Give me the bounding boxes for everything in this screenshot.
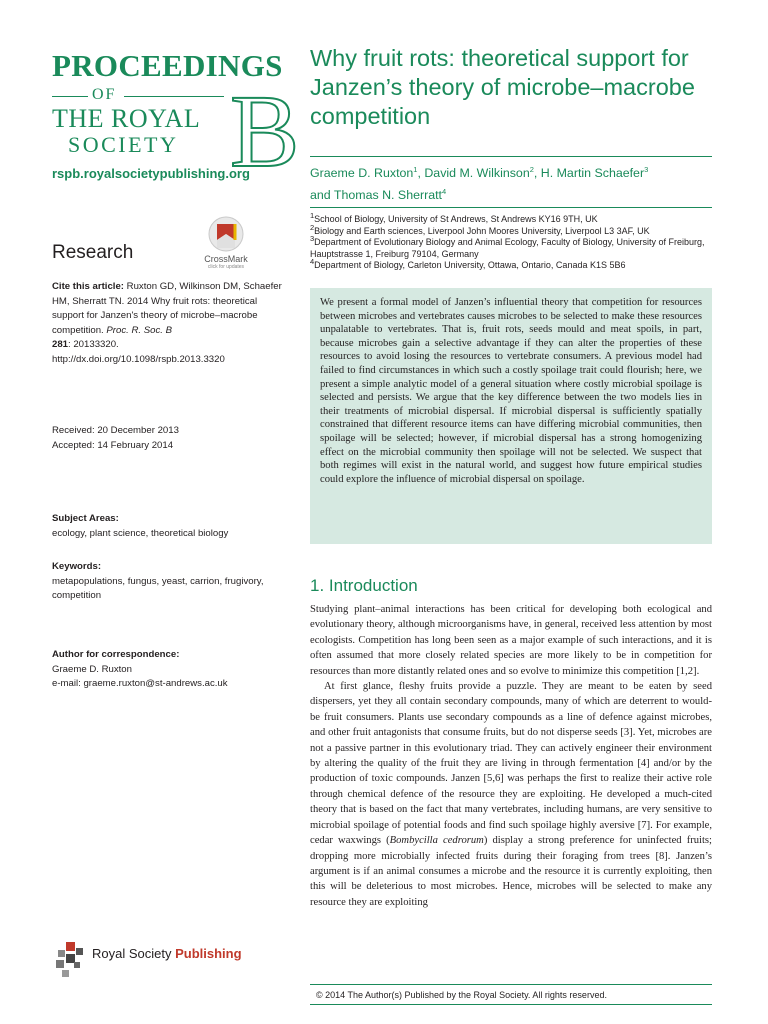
title-rule: [310, 156, 712, 157]
publisher-name: [92, 946, 242, 961]
publisher-name-bold: Publishing: [175, 946, 242, 961]
keywords-block: [52, 560, 284, 604]
author-1: Graeme D. Ruxton$^1$,: [310, 164, 425, 180]
keywords-heading: Keywords:: [52, 561, 102, 572]
cite-journal: Proc. R. Soc. B: [106, 324, 172, 336]
crossmark-sublabel: click for updates: [207, 264, 245, 270]
species-name: Bombycilla cedrorum: [389, 835, 484, 847]
intro-paragraph-1: Studying plant–animal interactions has been critical for developing both ecological and evolutionary theory, although microorganisms have, in general, received less attention by most ecologists. Competition has long been seen as a major example of such interactions, and it is often assumed that more closely related species are more likely to be in competition for resources than more distantly related ones and so evolve to minimize this competition [1,2].: [310, 604, 712, 677]
correspondence-email[interactable]: e-mail: graeme.ruxton@st-andrews.ac.uk: [52, 678, 228, 690]
affiliation-2: $^2$Biology and Earth sciences, Liverpool John Moores University, Liverpool L3 3AF, UK: [310, 222, 650, 236]
article-title: Why fruit rots: theoretical support for Janzen’s theory of microbe–macrobe competition: [310, 45, 695, 129]
dates-block: [52, 424, 284, 453]
copyright-notice: © 2014 The Author(s) Published by the Royal Society. All rights reserved.: [316, 990, 607, 1000]
keywords-text: metapopulations, fungus, yeast, carrion, frugivory, competition: [52, 575, 264, 602]
crossmark-label: CrossMark: [204, 254, 248, 264]
logo-letter-b: B: [230, 74, 300, 189]
journal-url-link[interactable]: rspb.royalsocietypublishing.org: [52, 166, 250, 181]
logo-the-royal: THE ROYAL: [52, 104, 201, 133]
footer-rule-top: [310, 984, 712, 985]
abstract-text: We present a formal model of Janzen’s influential theory that competition for resources between microbes and vertebrates causes microbes to be selected to make these resources unpalatable to vertebrates. That is, fruit rots, seeds mould and meat spoils, in part, because microbes gain a selective advantage if they can alter the properties of these resources to avoid losing the resources to vertebrate consumers. A previous model had failed to find circumstances in which such a costly spoilage trait could flourish; here, we present a simple analytic model of a general situation where costly microbial spoilage is selected and persists. We argue that the key difference between the two models lies in their treatments of microbial dispersal. If microbial dispersal is sufficiently spatially constrained that different resource items can have differing microbial communities, then spoilage will be selected; however, if microbial dispersal has a strong homogenizing effect on the microbial community then spoilage will not be selected. We suspect that both regimes will exist in the natural world, and suggest how future empirical studies could explore the influence of microbial dispersal on spoilage.: [320, 297, 702, 485]
cite-volume: 281: [52, 339, 69, 351]
footer-rule-bottom: [310, 1004, 712, 1005]
cite-pages: : 20133320.: [68, 339, 119, 351]
publisher-name-plain: Royal Society: [92, 946, 176, 961]
correspondence-name: Graeme D. Ruxton: [52, 663, 132, 675]
introduction-body: [310, 602, 712, 910]
authors-rule: [310, 207, 712, 208]
author-3: H. Martin Schaefer$^3$: [540, 164, 649, 180]
intro-paragraph-2: At first glance, fleshy fruits provide a puzzle. They are meant to be eaten by seed dispersers, yet they all contain secondary compounds, many of which are deterrent to would-be fruit consumers. Plants use secondary compounds as a line of defence against microbes, and other fruit antagonists that consume fruits, but do not disperse seeds [3]. Yet, microbes are not a passive partner in this evolutionary triad. They can actively engineer their environment by altering the quality of the fruit they are living in through fermentation [4] and/or by the production of toxic compounds. Janzen [5,6] was perhaps the first to realize their active role through chemical defence of the resource they are exploiting. He developed a much-cited theory that is based on the fact that many vertebrates, including humans, are very sensitive to microbial spoilage of potential foods and find such spoilage highly aversive [7]. For example, cedar waxwings (Bombycilla cedrorum) display a strong preference for uninfected fruits; dropping more microbially infected fruits during their foraging from trees [8]. Janzen’s argument is if an animal consumes a microbe and the resource it is currently exploiting, then this will be deleterious to most microbes. Hence, microbes will be selected to make any resource they are exploiting: [310, 681, 712, 908]
subject-areas-heading: Subject Areas:: [52, 513, 119, 524]
subject-areas-block: [52, 512, 284, 541]
doi-link[interactable]: http://dx.doi.org/10.1098/rspb.2013.3320: [52, 353, 225, 365]
section-heading-introduction: 1. Introduction: [310, 576, 418, 595]
citation-block: [52, 280, 284, 368]
logo-rule-left: [52, 96, 88, 97]
affiliation-4: $^4$Department of Biology, Carleton University, Ottawa, Ontario, Canada K1S 5B6: [310, 257, 626, 271]
abstract-box: [310, 288, 712, 544]
section-label: Research: [52, 242, 134, 263]
cite-text: Ruxton GD, Wilkinson DM, Schaefer HM, Sherratt TN. 2014 Why fruit rots: theoretical support for Janzen's theory of microbe–macrobe competition.: [52, 281, 282, 336]
accepted-date: Accepted: 14 February 2014: [52, 439, 174, 451]
author-2: David M. Wilkinson$^2$,: [424, 164, 541, 180]
cite-label: Cite this article:: [52, 281, 124, 292]
publisher-logo-icon: [52, 942, 90, 982]
logo-proceedings: PROCEEDINGS: [52, 48, 283, 83]
affiliations: [310, 211, 710, 272]
logo-of: OF: [92, 86, 117, 103]
logo-society: SOCIETY: [68, 132, 179, 157]
subject-areas-text: ecology, plant science, theoretical biology: [52, 527, 229, 539]
logo-rule-right: [124, 96, 224, 97]
affiliation-1: $^1$School of Biology, University of St Andrews, St Andrews KY16 9TH, UK: [310, 211, 598, 224]
author-4: and Thomas N. Sherratt$^4$: [310, 186, 447, 202]
author-list: [310, 162, 710, 206]
received-date: Received: 20 December 2013: [52, 425, 179, 436]
affiliation-3: $^3$Department of Evolutionary Biology and Animal Ecology, Faculty of Biology, University of Freiburg, Hauptstrasse 1, Freiburg 79104, Germany: [310, 234, 705, 259]
correspondence-heading: Author for correspondence:: [52, 649, 180, 660]
correspondence-block: [52, 648, 284, 692]
